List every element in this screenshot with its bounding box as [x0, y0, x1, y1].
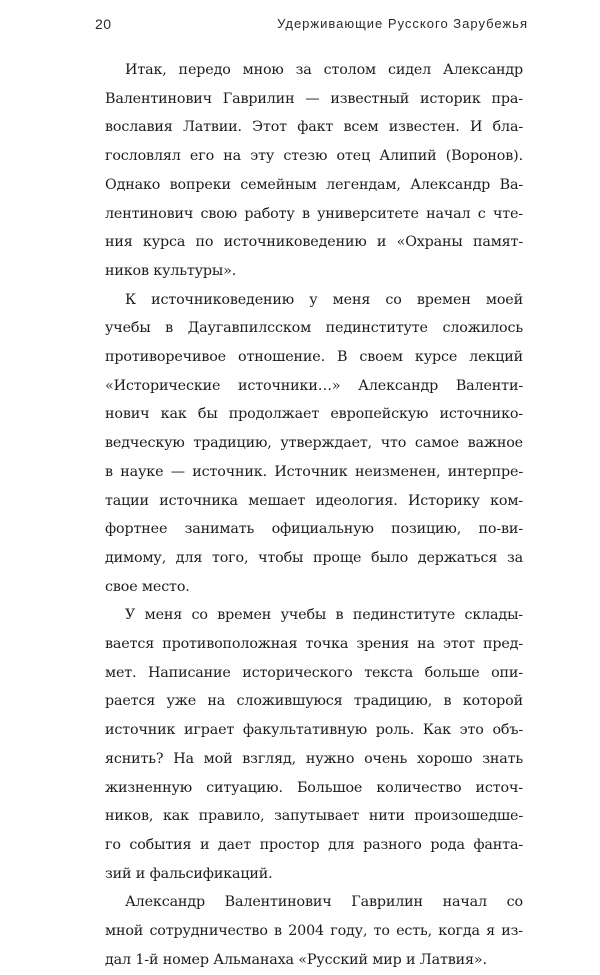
- page-header: [95, 10, 528, 40]
- text-line: «Исторические источники…» Александр Валенти-: [105, 377, 523, 394]
- paragraph: [105, 286, 523, 602]
- text-line: в науке — источник. Источник неизменен, интерпре-: [105, 463, 523, 480]
- text-line: Итак, передо мною за столом сидел Александр: [125, 62, 523, 78]
- text-line: дал 1-й номер Альманаха «Русский мир и Латвия».: [105, 951, 487, 968]
- body-text: [105, 56, 523, 975]
- text-line: мет. Написание исторического текста больше опи-: [105, 664, 523, 681]
- paragraph: [105, 601, 523, 888]
- text-line: рается уже на сложившуюся традицию, в которой: [105, 693, 523, 710]
- text-line: Валентинович Гаврилин — известный историк пра-: [105, 90, 523, 107]
- text-line: фортнее занимать официальную позицию, по-ви-: [105, 521, 523, 538]
- text-line: вается противоположная точка зрения на этот пред-: [105, 636, 523, 653]
- text-line: источник играет факультативную роль. Как это объ-: [105, 722, 523, 739]
- text-line: яснить? На мой взгляд, нужно очень хорошо знать: [105, 750, 523, 767]
- text-line: го события и дает простор для разного рода фанта-: [105, 836, 523, 853]
- text-line: учебы в Даугавпилсском пединституте сложилось: [105, 320, 523, 337]
- text-line: гословлял его на эту стезю отец Алипий (Воронов).: [105, 148, 523, 165]
- text-line: зий и фальсификаций.: [105, 865, 273, 882]
- text-line: нович как бы продолжает европейскую источнико-: [105, 406, 523, 423]
- text-line: димому, для того, чтобы проще было держаться за: [105, 549, 523, 566]
- running-title: Удерживающие Русского Зарубежья: [277, 16, 528, 31]
- text-line: К источниковедению у меня со времен моей: [125, 291, 523, 308]
- text-line: вославия Латвии. Этот факт всем известен. И бла-: [105, 119, 523, 136]
- text-line: противоречивое отношение. В своем курсе лекций: [105, 349, 523, 366]
- text-line: ния курса по источниковедению и «Охраны памят-: [105, 234, 523, 251]
- text-line: Однако вопреки семейным легендам, Александр Ва-: [105, 176, 523, 193]
- page-number: 20: [95, 16, 112, 32]
- paragraph: [105, 56, 523, 286]
- text-line: ников культуры».: [105, 262, 237, 279]
- text-line: Александр Валентинович Гаврилин начал со: [125, 894, 523, 911]
- text-line: жизненную ситуацию. Большое количество источ-: [105, 779, 523, 796]
- text-line: мной сотрудничество в 2004 году, то есть, когда я из-: [105, 923, 523, 940]
- text-line: лентинович свою работу в университете начал с чте-: [105, 205, 523, 222]
- text-line: свое место.: [105, 578, 190, 595]
- text-line: У меня со времен учебы в пединституте склады-: [125, 607, 523, 624]
- text-line: ников, как правило, запутывает нити произошедше-: [105, 808, 523, 825]
- paragraph: [105, 888, 523, 974]
- text-line: ведческую традицию, утверждает, что самое важное: [105, 435, 523, 452]
- text-line: тации источника мешает идеология. Историку ком-: [105, 492, 523, 509]
